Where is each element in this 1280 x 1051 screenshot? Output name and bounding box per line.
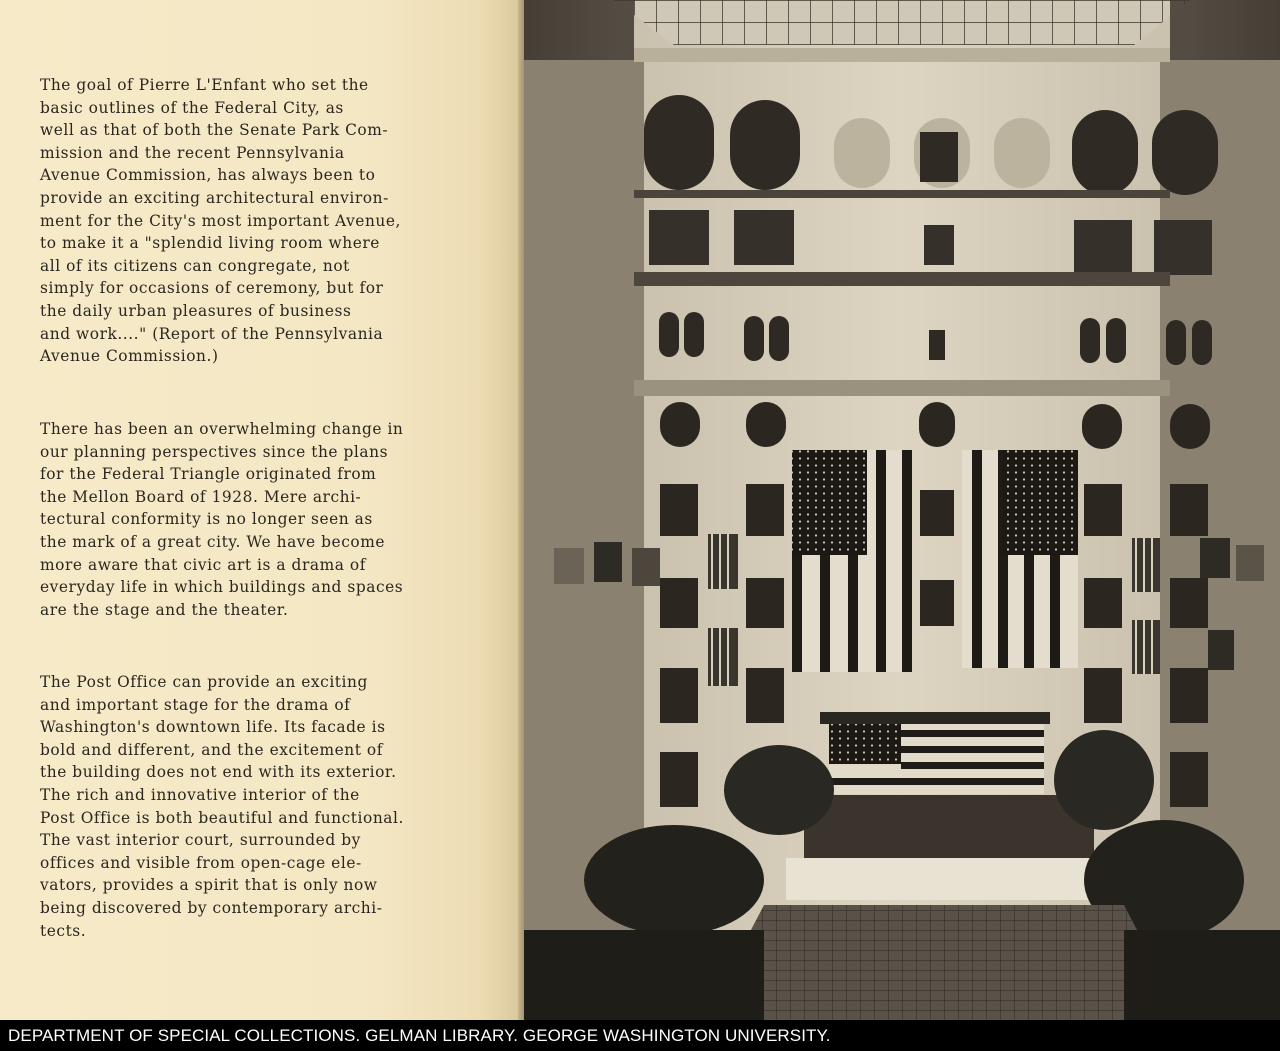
large-flag-left — [792, 450, 912, 672]
text-line: are the stage and the theater. — [40, 600, 289, 619]
text-line: The goal of Pierre L'Enfant who set the — [40, 76, 369, 94]
skylight-roof — [614, 0, 1190, 45]
paragraph-planning-change — [40, 418, 495, 621]
text-line: to make it a "splendid living room where — [40, 234, 380, 253]
text-line: all of its citizens can congregate, not — [40, 256, 350, 275]
text-line: the daily urban pleasures of business — [40, 301, 352, 320]
text-line: The vast interior court, surrounded by — [40, 831, 361, 850]
text-line: the Mellon Board of 1928. Mere archi- — [40, 487, 362, 506]
text-line: vators, provides a spirit that is only now — [40, 876, 378, 895]
text-line: provide an exciting architectural environ- — [40, 188, 389, 207]
text-line: simply for occasions of ceremony, but for — [40, 279, 384, 298]
text-line: bold and different, and the excitement of — [40, 740, 383, 759]
text-line: Avenue Commission, has always been to — [40, 166, 376, 185]
text-line: mission and the recent Pennsylvania — [40, 143, 345, 162]
paragraph-lenfant-goal — [40, 74, 495, 368]
text-line: Post Office is both beautiful and functional. — [40, 808, 404, 827]
text-line: the building does not end with its exterior. — [40, 763, 397, 782]
text-line: more aware that civic art is a drama of — [40, 555, 366, 574]
text-line: tectural conformity is no longer seen as — [40, 510, 373, 529]
text-line: The Post Office can provide an exciting — [40, 673, 368, 691]
text-line: and work...." (Report of the Pennsylvania — [40, 324, 384, 343]
left-wall-section — [524, 60, 644, 960]
text-line: being discovered by contemporary archi- — [40, 898, 383, 917]
text-line: basic outlines of the Federal City, as — [40, 98, 344, 117]
text-line: tects. — [40, 921, 87, 940]
text-line: everyday life in which buildings and spaces — [40, 578, 404, 597]
text-line: the mark of a great city. We have become — [40, 532, 385, 551]
large-flag-right — [962, 450, 1078, 668]
text-line: our planning perspectives since the plans — [40, 442, 389, 461]
paragraph-post-office — [40, 671, 495, 942]
text-line: The rich and innovative interior of the — [40, 785, 360, 804]
interior-court-photo — [524, 0, 1280, 1020]
collection-credit: DEPARTMENT OF SPECIAL COLLECTIONS. GELMAN LIBRARY. GEORGE WASHINGTON UNIVERSITY. — [8, 1026, 831, 1045]
text-line: offices and visible from open-cage ele- — [40, 853, 362, 872]
text-line: for the Federal Triangle originated from — [40, 465, 377, 484]
left-page — [0, 0, 522, 1020]
court-floor — [704, 905, 1184, 1020]
text-line: and important stage for the drama of — [40, 695, 351, 714]
text-line: Washington's downtown life. Its facade is — [40, 718, 386, 737]
footer-bar — [0, 1020, 1280, 1051]
text-line: ment for the City's most important Avenue, — [40, 211, 401, 230]
text-line: well as that of both the Senate Park Com- — [40, 121, 389, 140]
text-line: There has been an overwhelming change in — [40, 420, 404, 438]
text-line: Avenue Commission.) — [40, 347, 219, 366]
